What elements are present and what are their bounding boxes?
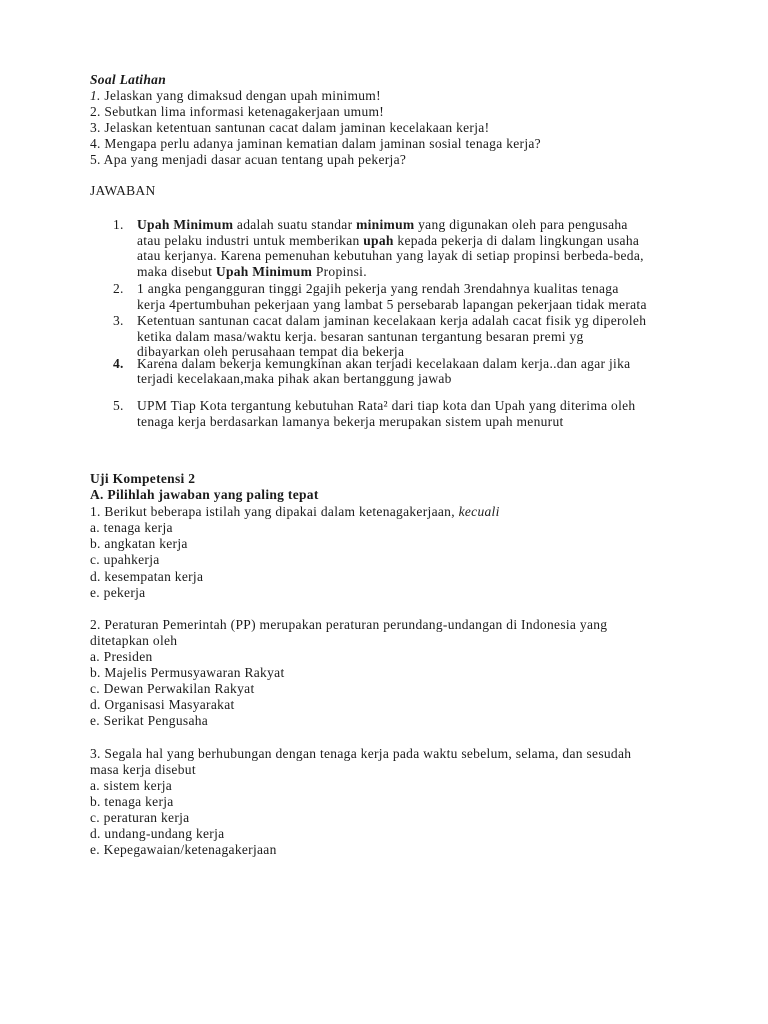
- answer-text: [137, 313, 646, 360]
- option-b: b. Majelis Permusyawaran Rakyat: [90, 665, 285, 680]
- question-text: Jelaskan yang dimaksud dengan upah minimum!: [104, 88, 381, 103]
- question-number: 3.: [90, 120, 101, 135]
- bold-term: Upah Minimum: [215, 263, 313, 279]
- option-a: a. tenaga kerja: [90, 519, 173, 535]
- soal-latihan-section: [90, 72, 541, 168]
- answer-line: [137, 233, 644, 249]
- text-segment: Propinsi.: [312, 263, 367, 279]
- answer-number: 1.: [113, 217, 124, 232]
- text-segment: adalah suatu standar: [233, 217, 357, 232]
- answer-number: 2.: [113, 281, 124, 296]
- soal-question-5: [90, 152, 541, 168]
- text-segment: kepada pekerja di dalam lingkungan usaha: [393, 232, 640, 248]
- option-d: d. Organisasi Masyarakat: [90, 697, 235, 712]
- option-e: e. pekerja: [90, 585, 146, 601]
- jawaban-heading-block: [90, 183, 156, 199]
- question-stem-continued: ditetapkan oleh: [90, 633, 178, 648]
- option-b: b. angkatan kerja: [90, 536, 188, 552]
- bold-term: upah: [363, 232, 394, 248]
- option-a: a. sistem kerja: [90, 778, 173, 793]
- answer-number: 3.: [113, 313, 124, 328]
- option-d: d. undang-undang kerja: [90, 826, 225, 841]
- answer-text: [137, 281, 647, 312]
- question-text: Apa yang menjadi dasar acuan tentang upah pekerja?: [103, 152, 407, 167]
- question-text: Mengapa perlu adanya jaminan kematian dalam jaminan sosial tenaga kerja?: [104, 136, 541, 151]
- answer-text: [137, 398, 635, 429]
- bold-term: Upah Minimum: [137, 217, 234, 232]
- answer-line: UPM Tiap Kota tergantung kebutuhan Rata² dari tiap kota dan Upah yang diterima oleh: [137, 398, 636, 413]
- answer-line: [137, 248, 644, 264]
- question-stem-continued: masa kerja disebut: [90, 762, 196, 777]
- option-c: c. upahkerja: [90, 552, 160, 568]
- text-segment: yang digunakan oleh para pengusaha: [414, 217, 628, 232]
- option-e: e. Kepegawaian/ketenagakerjaan: [90, 842, 277, 857]
- option-c: c. peraturan kerja: [90, 810, 190, 825]
- uji-kompetensi-section: [90, 471, 500, 601]
- soal-question-4: [90, 136, 541, 152]
- answer-line: [137, 264, 644, 280]
- option-d: d. kesempatan kerja: [90, 568, 204, 584]
- question-number: 2.: [90, 104, 101, 119]
- option-b: b. tenaga kerja: [90, 794, 174, 809]
- answer-line: tenaga kerja berdasarkan lamanya bekerja merupakan sistem upah menurut: [137, 413, 564, 429]
- question-stem: [90, 504, 500, 520]
- answer-line: 1 angka pengangguran tinggi 2gajih pekerja yang rendah 3rendahnya kualitas tenaga: [137, 281, 619, 296]
- text-segment: atau kerjanya. Karena pemenuhan kebutuhan yang layak di setiap propinsi berbeda-beda,: [137, 248, 644, 263]
- answer-text: [137, 357, 630, 386]
- question-number: 4.: [90, 136, 101, 151]
- soal-question-3: [90, 120, 541, 136]
- question-stem: 3. Segala hal yang berhubungan dengan tenaga kerja pada waktu sebelum, selama, dan sesudah: [90, 746, 632, 761]
- answer-line: terjadi kecelakaan,maka pihak akan bertanggung jawab: [137, 370, 452, 386]
- question-text: Jelaskan ketentuan santunan cacat dalam jaminan kecelakaan kerja!: [104, 120, 490, 135]
- jawaban-title: JAWABAN: [90, 183, 156, 198]
- text-segment: 1. Berikut beberapa istilah yang dipakai dalam ketenagakerjaan,: [90, 503, 459, 519]
- mc-question-2: [90, 617, 607, 729]
- bold-term: minimum: [356, 217, 415, 232]
- answer-text: [137, 217, 644, 279]
- option-a: a. Presiden: [90, 649, 153, 664]
- answer-line: ketika dalam masa/waktu kerja. besaran santunan tergantung besaran premi yg: [137, 328, 584, 344]
- soal-question-2: [90, 104, 541, 120]
- question-number: 5.: [90, 152, 101, 167]
- answer-number: 5.: [113, 398, 124, 413]
- section-instruction: A. Pilihlah jawaban yang paling tepat: [90, 487, 319, 503]
- answer-line: Karena dalam bekerja kemungkinan akan terjadi kecelakaan dalam kerja..dan agar jika: [137, 356, 631, 371]
- question-stem: 2. Peraturan Pemerintah (PP) merupakan peraturan perundang-undangan di Indonesia yang: [90, 617, 608, 632]
- mc-question-3: [90, 746, 631, 858]
- answer-line: dibayarkan oleh perusahaan tempat dia bekerja: [137, 344, 405, 359]
- answer-line: kerja 4pertumbuhan pekerjaan yang lambat 5 persebarab lapangan pekerjaan tidak merata: [137, 296, 647, 312]
- answer-line: Ketentuan santunan cacat dalam jaminan kecelakaan kerja adalah cacat fisik yg diperoleh: [137, 313, 647, 328]
- uji-kompetensi-title: Uji Kompetensi 2: [90, 471, 196, 486]
- italic-term: kecuali: [458, 503, 500, 519]
- text-segment: maka disebut: [137, 263, 216, 279]
- soal-question-1: [90, 88, 541, 104]
- answer-number: 4.: [113, 356, 124, 371]
- question-text: Sebutkan lima informasi ketenagakerjaan umum!: [104, 104, 385, 119]
- question-number: 1.: [90, 88, 101, 103]
- option-c: c. Dewan Perwakilan Rakyat: [90, 681, 255, 696]
- answer-line: [137, 217, 644, 233]
- text-segment: atau pelaku industri untuk memberikan: [137, 232, 364, 248]
- option-e: e. Serikat Pengusaha: [90, 713, 209, 728]
- soal-latihan-title: Soal Latihan: [90, 72, 166, 87]
